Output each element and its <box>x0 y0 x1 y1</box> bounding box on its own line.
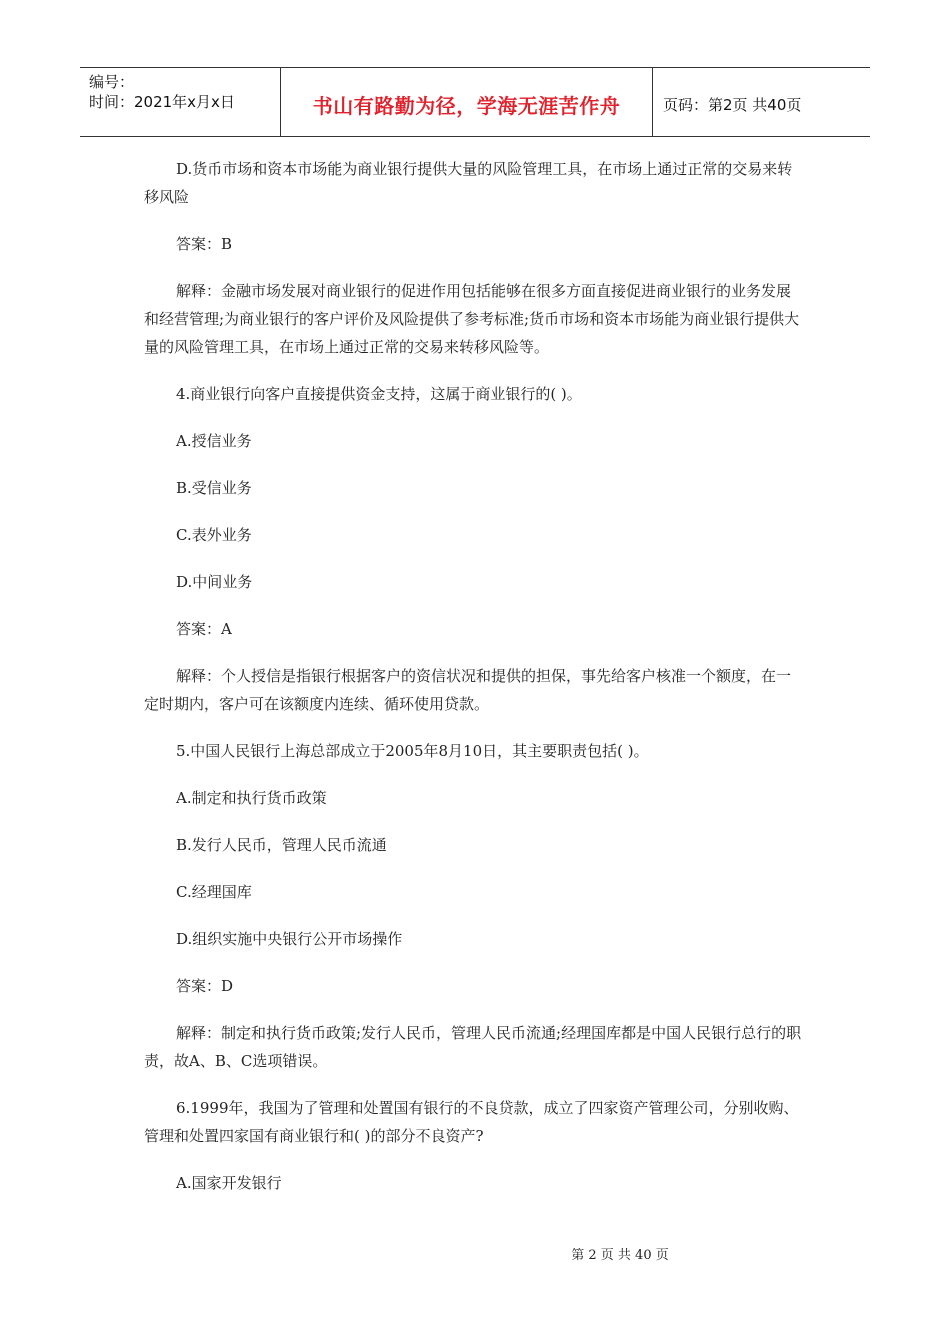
q4-option-d: D.中间业务 <box>176 573 253 591</box>
q4-explanation: 解释：个人授信是指银行根据客户的资信状况和提供的担保，事先给客户核准一个额度，在一定时期内，客户可在该额度内连续、循环使用贷款。 <box>144 667 792 713</box>
q4-answer: 答案：A <box>176 620 232 638</box>
q6-option-a: A.国家开发银行 <box>176 1174 282 1192</box>
header-meta-cell <box>80 68 281 136</box>
q3-option-d: D.货币市场和资本市场能为商业银行提供大量的风险管理工具，在市场上通过正常的交易来转移风险 <box>144 160 793 206</box>
q4-option-b: B.受信业务 <box>176 479 252 497</box>
q4-option-c: C.表外业务 <box>176 526 252 544</box>
q5-question: 5.中国人民银行上海总部成立于2005年8月10日，其主要职责包括( )。 <box>176 742 649 760</box>
q3-explanation: 解释：金融市场发展对商业银行的促进作用包括能够在很多方面直接促进商业银行的业务发展和经营管理;为商业银行的客户评价及风险提供了参考标准;货币市场和资本市场能为商业银行提供大量的风险管理工具，在市场上通过正常的交易来转移风险等。 <box>144 282 800 356</box>
doc-time-label: 时间：2021年x月x日 <box>89 93 235 111</box>
header-motto: 书山有路勤为径，学海无涯苦作舟 <box>281 68 653 136</box>
document-body <box>144 155 804 1197</box>
q5-option-b: B.发行人民币，管理人民币流通 <box>176 836 387 854</box>
q5-answer: 答案：D <box>176 977 234 995</box>
q3-answer: 答案：B <box>176 235 233 253</box>
q5-explanation: 解释：制定和执行货币政策;发行人民币，管理人民币流通;经理国库都是中国人民银行总行的职责，故A、B、C选项错误。 <box>144 1024 802 1070</box>
page-footer: 第 2 页 共 40 页 <box>571 1248 669 1263</box>
q5-option-d: D.组织实施中央银行公开市场操作 <box>176 930 403 948</box>
doc-number-label: 编号： <box>89 73 135 91</box>
q4-option-a: A.授信业务 <box>176 432 252 450</box>
q5-option-c: C.经理国库 <box>176 883 252 901</box>
header-page-label: 页码：第2页 共40页 <box>663 95 802 114</box>
q6-question: 6.1999年，我国为了管理和处置国有银行的不良贷款，成立了四家资产管理公司，分别收购、管理和处置四家国有商业银行和( )的部分不良资产? <box>144 1099 799 1145</box>
q5-option-a: A.制定和执行货币政策 <box>176 789 327 807</box>
q4-question: 4.商业银行向客户直接提供资金支持，这属于商业银行的( )。 <box>176 385 582 403</box>
page-header <box>80 67 870 137</box>
